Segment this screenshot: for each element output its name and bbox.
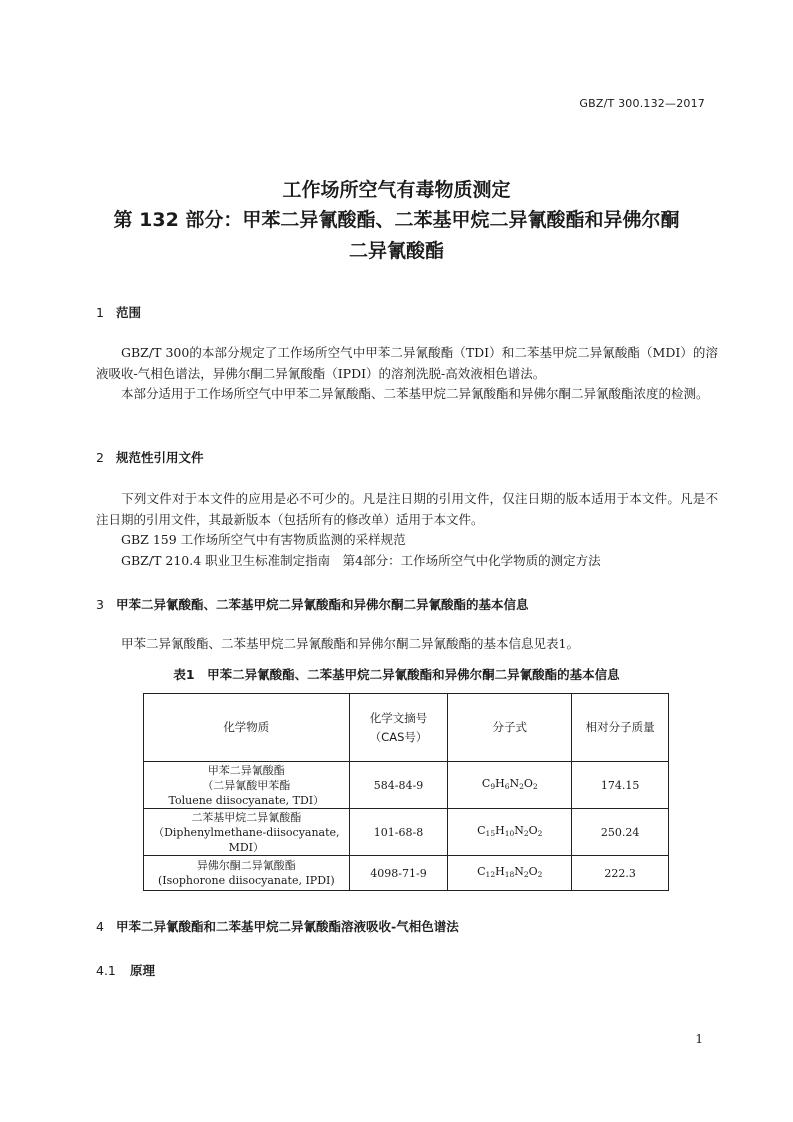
section-4-1-heading	[96, 961, 155, 979]
substance-name-line: （二异氰酸甲苯酯	[202, 778, 291, 792]
substance-name-line: 二苯基甲烷二异氰酸酯	[191, 810, 302, 824]
header-mass: 相对分子质量	[572, 694, 669, 762]
cell-substance	[144, 809, 350, 856]
header-formula: 分子式	[448, 694, 572, 762]
cell-formula: $C_{12}H_{18}N_2O_2$	[448, 856, 572, 891]
substance-name-line: （Diphenylmethane-diisocyanate,	[153, 825, 340, 839]
reference-2: GBZ/T 210.4 职业卫生标准制定指南 第4部分：工作场所空气中化学物质的测定方法	[121, 553, 601, 568]
document-code: GBZ/T 300.132—2017	[579, 97, 705, 110]
cell-cas: 4098-71-9	[349, 856, 448, 891]
cell-cas: 101-68-8	[349, 809, 448, 856]
title-line-2: 第 132 部分：甲苯二异氰酸酯、二苯基甲烷二异氰酸酯和异佛尔酮	[113, 209, 680, 231]
section-4-heading	[96, 917, 459, 935]
title-line-1: 工作场所空气有毒物质测定	[282, 179, 511, 201]
substance-name-line: Toluene diisocyanate, TDI）	[168, 793, 325, 807]
section-2-heading	[96, 448, 204, 466]
table-row	[144, 762, 669, 809]
title-line-3: 二异氰酸酯	[348, 240, 444, 262]
section-number: 4	[96, 919, 104, 934]
cell-substance	[144, 762, 350, 809]
substance-name-line: 甲苯二异氰酸酯	[207, 763, 285, 777]
cell-cas: 584-84-9	[349, 762, 448, 809]
substance-name-line: (Isophorone diisocyanate, IPDI)	[157, 874, 335, 887]
paragraph-text: 本部分适用于工作场所空气中甲苯二异氰酸酯、二苯基甲烷二异氰酸酯和异佛尔酮二异氰酸酯浓度的检测。	[121, 386, 709, 401]
cell-mass: 174.15	[572, 762, 669, 809]
section-1-heading	[96, 303, 141, 321]
section-3-heading	[96, 595, 529, 613]
cell-formula: $C_9H_6N_2O_2$	[448, 762, 572, 809]
section-title: 规范性引用文件	[116, 450, 204, 465]
cell-mass: 250.24	[572, 809, 669, 856]
section-title: 甲苯二异氰酸酯和二苯基甲烷二异氰酸酯溶液吸收-气相色谱法	[116, 919, 459, 934]
header-substance: 化学物质	[144, 694, 350, 762]
section-2-paragraph-1	[96, 489, 718, 530]
table-header-row	[144, 694, 669, 762]
page-number: 1	[695, 1032, 703, 1046]
section-1-paragraph-1	[96, 343, 718, 384]
section-title: 原理	[130, 963, 156, 978]
cell-substance	[144, 856, 350, 891]
paragraph-text: 甲苯二异氰酸酯、二苯基甲烷二异氰酸酯和异佛尔酮二异氰酸酯的基本信息见表1。	[121, 636, 579, 651]
header-cas-line-2: （CAS号）	[369, 729, 428, 744]
section-3-paragraph-1	[96, 634, 718, 655]
paragraph-text: 下列文件对于本文件的应用是必不可少的。凡是注日期的引用文件，仅注日期的版本适用于本文件。凡是不注日期的引用文件，其最新版本（包括所有的修改单）适用于本文件。	[96, 491, 718, 527]
cell-mass: 222.3	[572, 856, 669, 891]
header-cas	[349, 694, 448, 762]
section-number: 1	[96, 305, 104, 320]
section-number: 3	[96, 597, 104, 612]
section-1-paragraph-2	[96, 384, 718, 405]
header-cas-line-1: 化学文摘号	[369, 710, 428, 725]
substance-name-line: MDI）	[228, 840, 265, 854]
section-number: 4.1	[96, 963, 116, 978]
section-title: 范围	[116, 305, 142, 320]
paragraph-text: GBZ/T 300的本部分规定了工作场所空气中甲苯二异氰酸酯（TDI）和二苯基甲烷二异氰酸酯（MDI）的溶液吸收-气相色谱法，异佛尔酮二异氰酸酯（IPDI）的溶剂洗脱-高效液相色谱法。	[96, 345, 718, 381]
section-number: 2	[96, 450, 104, 465]
basic-info-table	[143, 693, 669, 891]
reference-1: GBZ 159 工作场所空气中有害物质监测的采样规范	[121, 532, 406, 547]
cell-formula: $C_{15}H_{10}N_2O_2$	[448, 809, 572, 856]
section-title: 甲苯二异氰酸酯、二苯基甲烷二异氰酸酯和异佛尔酮二异氰酸酯的基本信息	[116, 597, 529, 612]
table-caption: 表1 甲苯二异氰酸酯、二苯基甲烷二异氰酸酯和异佛尔酮二异氰酸酯的基本信息	[173, 667, 620, 682]
substance-name-line: 异佛尔酮二异氰酸酯	[196, 859, 296, 872]
table-row	[144, 856, 669, 891]
table-row	[144, 809, 669, 856]
